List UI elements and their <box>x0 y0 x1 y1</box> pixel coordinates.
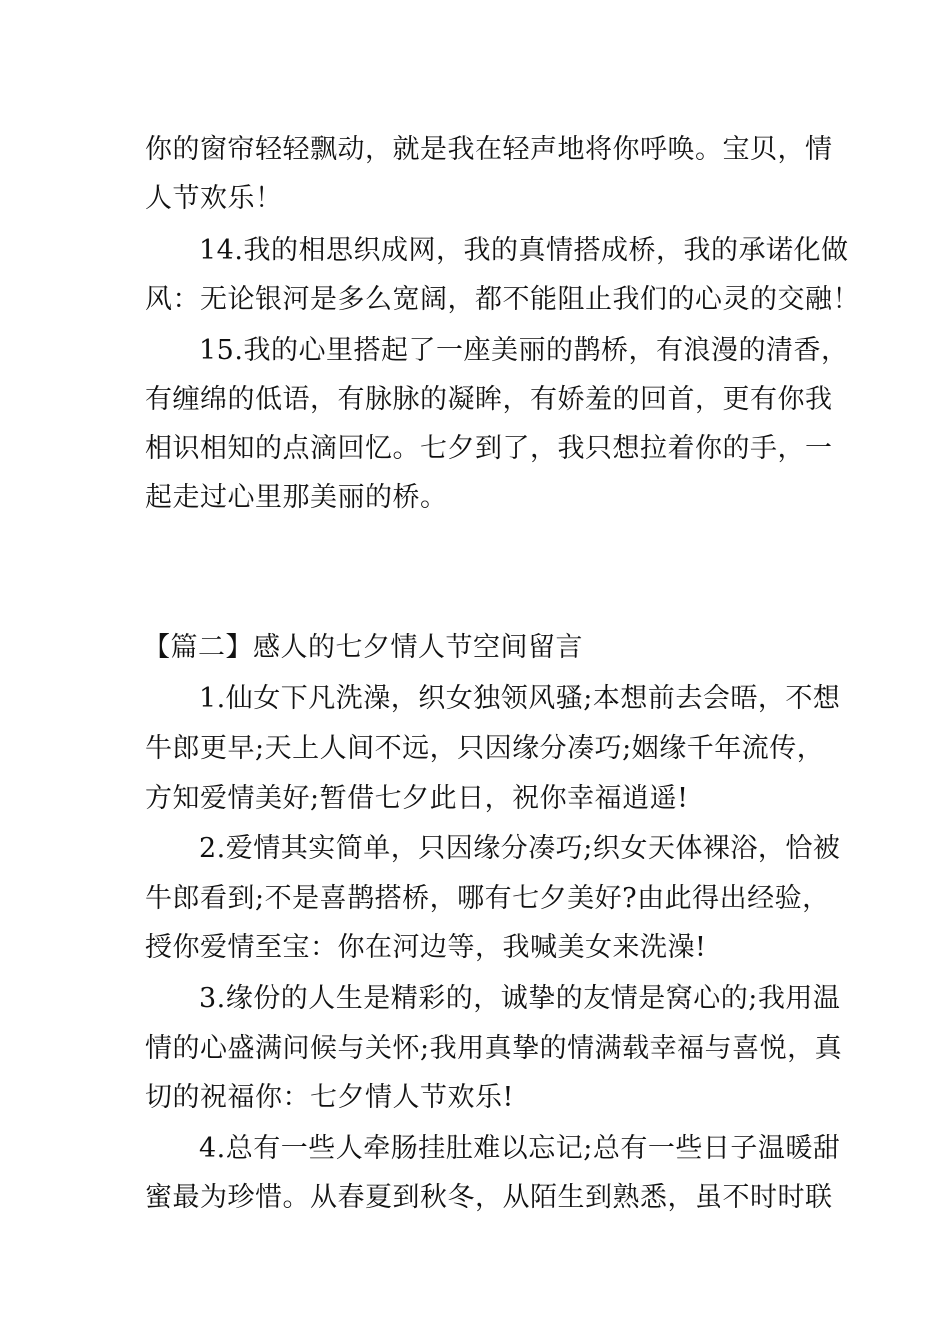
paragraph-line: 15.我的心里搭起了一座美丽的鹊桥，有浪漫的清香， <box>199 335 849 366</box>
paragraph-line: 牛郎更早;天上人间不远，只因缘分凑巧;姻缘千年流传， <box>145 733 825 764</box>
paragraph-line: 方知爱情美好;暂借七夕此日，祝你幸福逍遥! <box>145 783 689 814</box>
paragraph-line: 14.我的相思织成网，我的真情搭成桥，我的承诺化做 <box>199 235 849 266</box>
paragraph-line: 切的祝福你：七夕情人节欢乐! <box>145 1082 514 1113</box>
paragraph-line: 你的窗帘轻轻飘动，就是我在轻声地将你呼唤。宝贝，情 <box>145 134 833 165</box>
paragraph-line: 相识相知的点滴回忆。七夕到了，我只想拉着你的手，一 <box>145 433 833 464</box>
paragraph-line: 起走过心里那美丽的桥。 <box>145 482 448 513</box>
document-body <box>143 0 860 1344</box>
paragraph-line: 授你爱情至宝：你在河边等，我喊美女来洗澡! <box>145 932 707 963</box>
paragraph-line: 1.仙女下凡洗澡，织女独领风骚;本想前去会晤，不想 <box>199 683 841 714</box>
paragraph-line: 蜜最为珍惜。从春夏到秋冬，从陌生到熟悉，虽不时时联 <box>145 1182 833 1213</box>
paragraph-line: 2.爱情其实简单，只因缘分凑巧;织女天体裸浴，恰被 <box>199 833 841 864</box>
section-heading: 【篇二】感人的七夕情人节空间留言 <box>143 632 583 663</box>
paragraph-line: 牛郎看到;不是喜鹊搭桥，哪有七夕美好?由此得出经验， <box>145 883 830 914</box>
paragraph-line: 有缠绵的低语，有脉脉的凝眸，有娇羞的回首，更有你我 <box>145 384 833 415</box>
paragraph-line: 情的心盛满问候与关怀;我用真挚的情满载幸福与喜悦，真 <box>145 1033 843 1064</box>
paragraph-line: 人节欢乐！ <box>145 183 283 214</box>
paragraph-line: 风：无论银河是多么宽阔，都不能阻止我们的心灵的交融！ <box>145 284 860 315</box>
paragraph-line: 3.缘份的人生是精彩的，诚挚的友情是窝心的;我用温 <box>199 983 841 1014</box>
paragraph-line: 4.总有一些人牵肠挂肚难以忘记;总有一些日子温暖甜 <box>199 1133 841 1164</box>
